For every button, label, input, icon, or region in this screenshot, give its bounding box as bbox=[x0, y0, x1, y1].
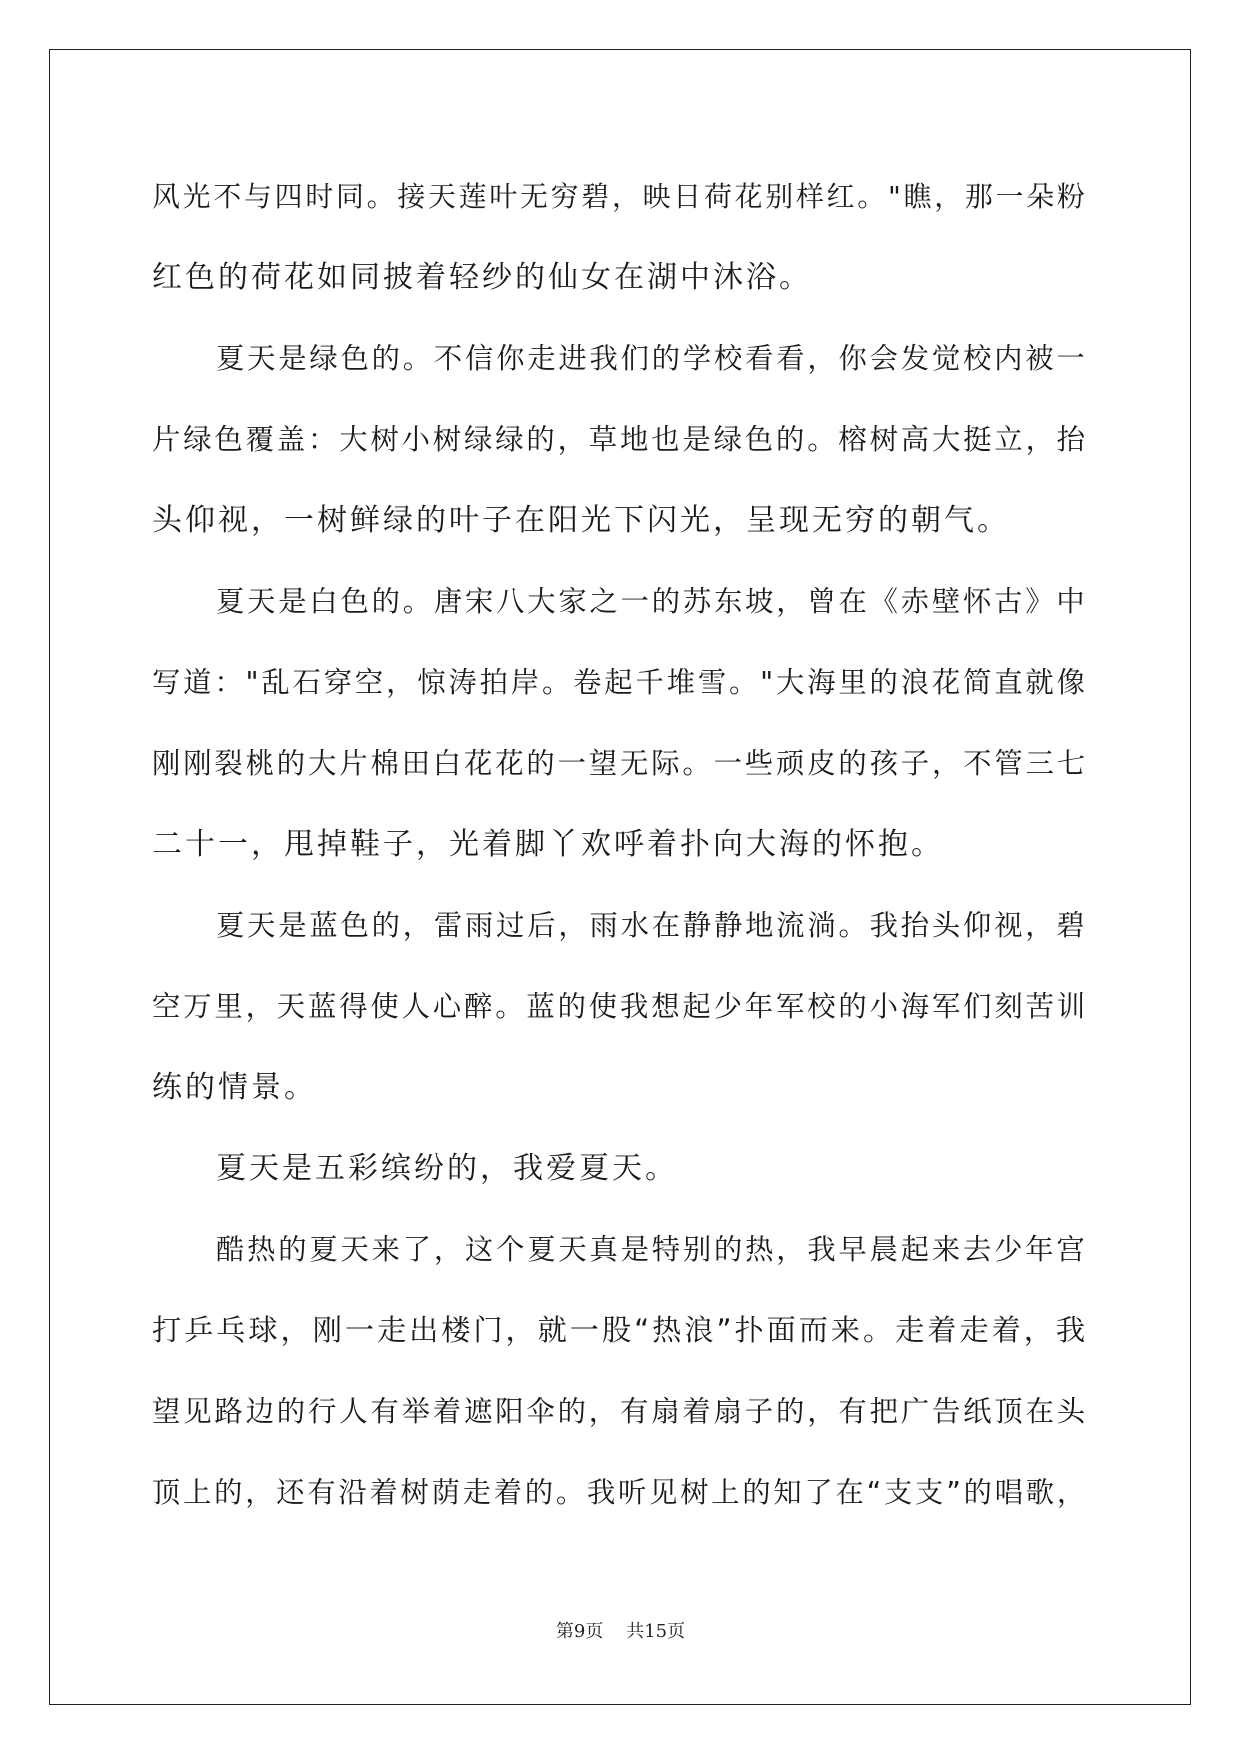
page-number: 第9页 bbox=[555, 1621, 604, 1642]
text-line-9: 二十一，甩掉鞋子，光着脚丫欢呼着扑向大海的怀抱。 bbox=[152, 827, 944, 862]
text-line-2: 红色的荷花如同披着轻纱的仙女在湖中沐浴。 bbox=[152, 260, 812, 295]
text-line-8: 刚刚裂桃的大片棉田白花花的一望无际。一些顽皮的孩子，不管三七 bbox=[152, 747, 1088, 780]
text-line-11: 空万里，天蓝得使人心醉。蓝的使我想起少年军校的小海军们刻苦训 bbox=[152, 990, 1088, 1023]
page-footer bbox=[0, 1620, 1241, 1644]
text-line-15: 打乒乓球，刚一走出楼门，就一股“热浪”扑面而来。走着走着，我 bbox=[152, 1313, 1088, 1347]
text-line-17: 顶上的，还有沿着树荫走着的。我听见树上的知了在“支支”的唱歌， bbox=[152, 1476, 1088, 1509]
text-line-4: 片绿色覆盖：大树小树绿绿的，草地也是绿色的。榕树高大挺立，抬 bbox=[152, 423, 1088, 456]
text-line-14: 酷热的夏天来了，这个夏天真是特别的热，我早晨起来去少年宫 bbox=[216, 1233, 1088, 1266]
text-line-10: 夏天是蓝色的，雷雨过后，雨水在静静地流淌。我抬头仰视，碧 bbox=[216, 909, 1088, 942]
text-line-6: 夏天是白色的。唐宋八大家之一的苏东坡，曾在《赤壁怀古》中 bbox=[216, 585, 1088, 618]
document-body bbox=[152, 156, 1088, 1533]
text-line-13: 夏天是五彩缤纷的，我爱夏天。 bbox=[216, 1151, 678, 1186]
text-line-16: 望见路边的行人有举着遮阳伞的，有扇着扇子的，有把广告纸顶在头 bbox=[152, 1395, 1088, 1428]
page-total: 共15页 bbox=[626, 1621, 686, 1642]
text-line-3: 夏天是绿色的。不信你走进我们的学校看看，你会发觉校内被一 bbox=[216, 342, 1088, 375]
text-line-5: 头仰视，一树鲜绿的叶子在阳光下闪光，呈现无穷的朝气。 bbox=[152, 503, 1010, 538]
text-line-7: 写道："乱石穿空，惊涛拍岸。卷起千堆雪。"大海里的浪花简直就像 bbox=[152, 666, 1088, 699]
text-line-12: 练的情景。 bbox=[152, 1070, 317, 1105]
text-line-1: 风光不与四时同。接天莲叶无穷碧，映日荷花别样红。"瞧，那一朵粉 bbox=[152, 180, 1088, 213]
